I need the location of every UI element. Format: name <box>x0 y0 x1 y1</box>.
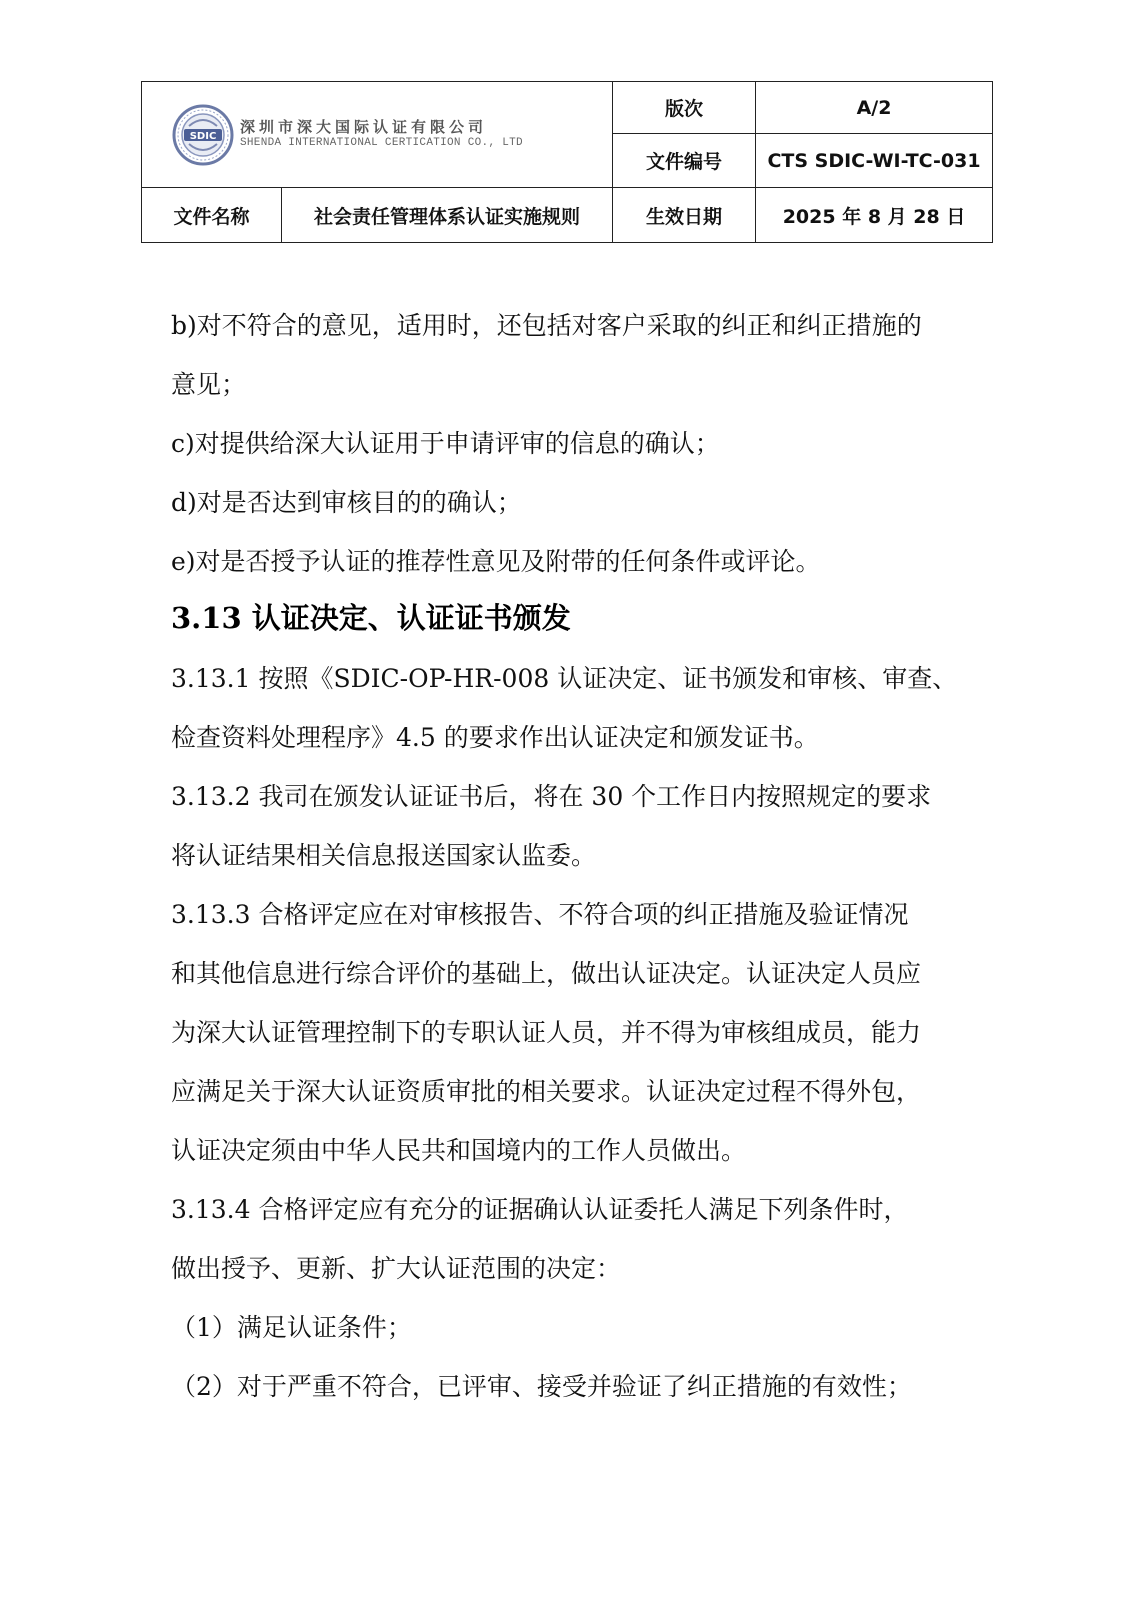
company-name-cn: 深圳市深大国际认证有限公司 <box>240 118 488 137</box>
section-line: 3.13.2 我司在颁发认证证书后，将在 30 个工作日内按照规定的要求 <box>171 782 932 811</box>
file-name-value: 社会责任管理体系认证实施规则 <box>282 188 613 243</box>
body-line: d)对是否达到审核目的的确认； <box>171 488 522 517</box>
section-line: 3.13.4 合格评定应有充分的证据确认认证委托人满足下列条件时， <box>171 1195 909 1224</box>
section-line: 检查资料处理程序》4.5 的要求作出认证决定和颁发证书。 <box>171 723 819 752</box>
logo-text: SDIC <box>189 130 217 142</box>
company-name-en: SHENDA INTERNATIONAL CERTICATION CO., LTD <box>240 137 523 149</box>
document-header-table <box>141 81 993 243</box>
body-line: b)对不符合的意见，适用时，还包括对客户采取的纠正和纠正措施的 <box>171 311 922 340</box>
section-line: 将认证结果相关信息报送国家认监委。 <box>171 841 597 870</box>
effective-date-value: 2025 年 8 月 28 日 <box>756 188 993 243</box>
section-heading: 3.13 认证决定、认证证书颁发 <box>171 601 571 635</box>
effective-date-label: 生效日期 <box>613 188 756 243</box>
version-value: A/2 <box>756 82 993 134</box>
doc-no-label: 文件编号 <box>613 134 756 188</box>
section-line: （2）对于严重不符合，已评审、接受并验证了纠正措施的有效性； <box>171 1372 912 1401</box>
document-body <box>171 296 971 1416</box>
company-logo-icon <box>172 104 234 166</box>
section-line: 和其他信息进行综合评价的基础上，做出认证决定。认证决定人员应 <box>171 959 922 988</box>
body-line: 意见； <box>171 370 247 399</box>
version-label: 版次 <box>613 82 756 134</box>
section-line: 认证决定须由中华人民共和国境内的工作人员做出。 <box>171 1136 747 1165</box>
body-line: e)对是否授予认证的推荐性意见及附带的任何条件或评论。 <box>171 547 821 576</box>
section-line: 为深大认证管理控制下的专职认证人员，并不得为审核组成员，能力 <box>171 1018 922 1047</box>
section-line: 3.13.1 按照《SDIC-OP-HR-008 认证决定、证书颁发和审核、审查、 <box>171 664 958 693</box>
company-logo-cell <box>142 82 613 188</box>
section-line: （1）满足认证条件； <box>171 1313 412 1342</box>
section-line: 3.13.3 合格评定应在对审核报告、不符合项的纠正措施及验证情况 <box>171 900 909 929</box>
file-name-label: 文件名称 <box>142 188 282 243</box>
doc-no-value: CTS SDIC-WI-TC-031 <box>756 134 993 188</box>
section-line: 应满足关于深大认证资质审批的相关要求。认证决定过程不得外包， <box>171 1077 922 1106</box>
body-line: c)对提供给深大认证用于申请评审的信息的确认； <box>171 429 720 458</box>
section-line: 做出授予、更新、扩大认证范围的决定： <box>171 1254 622 1283</box>
